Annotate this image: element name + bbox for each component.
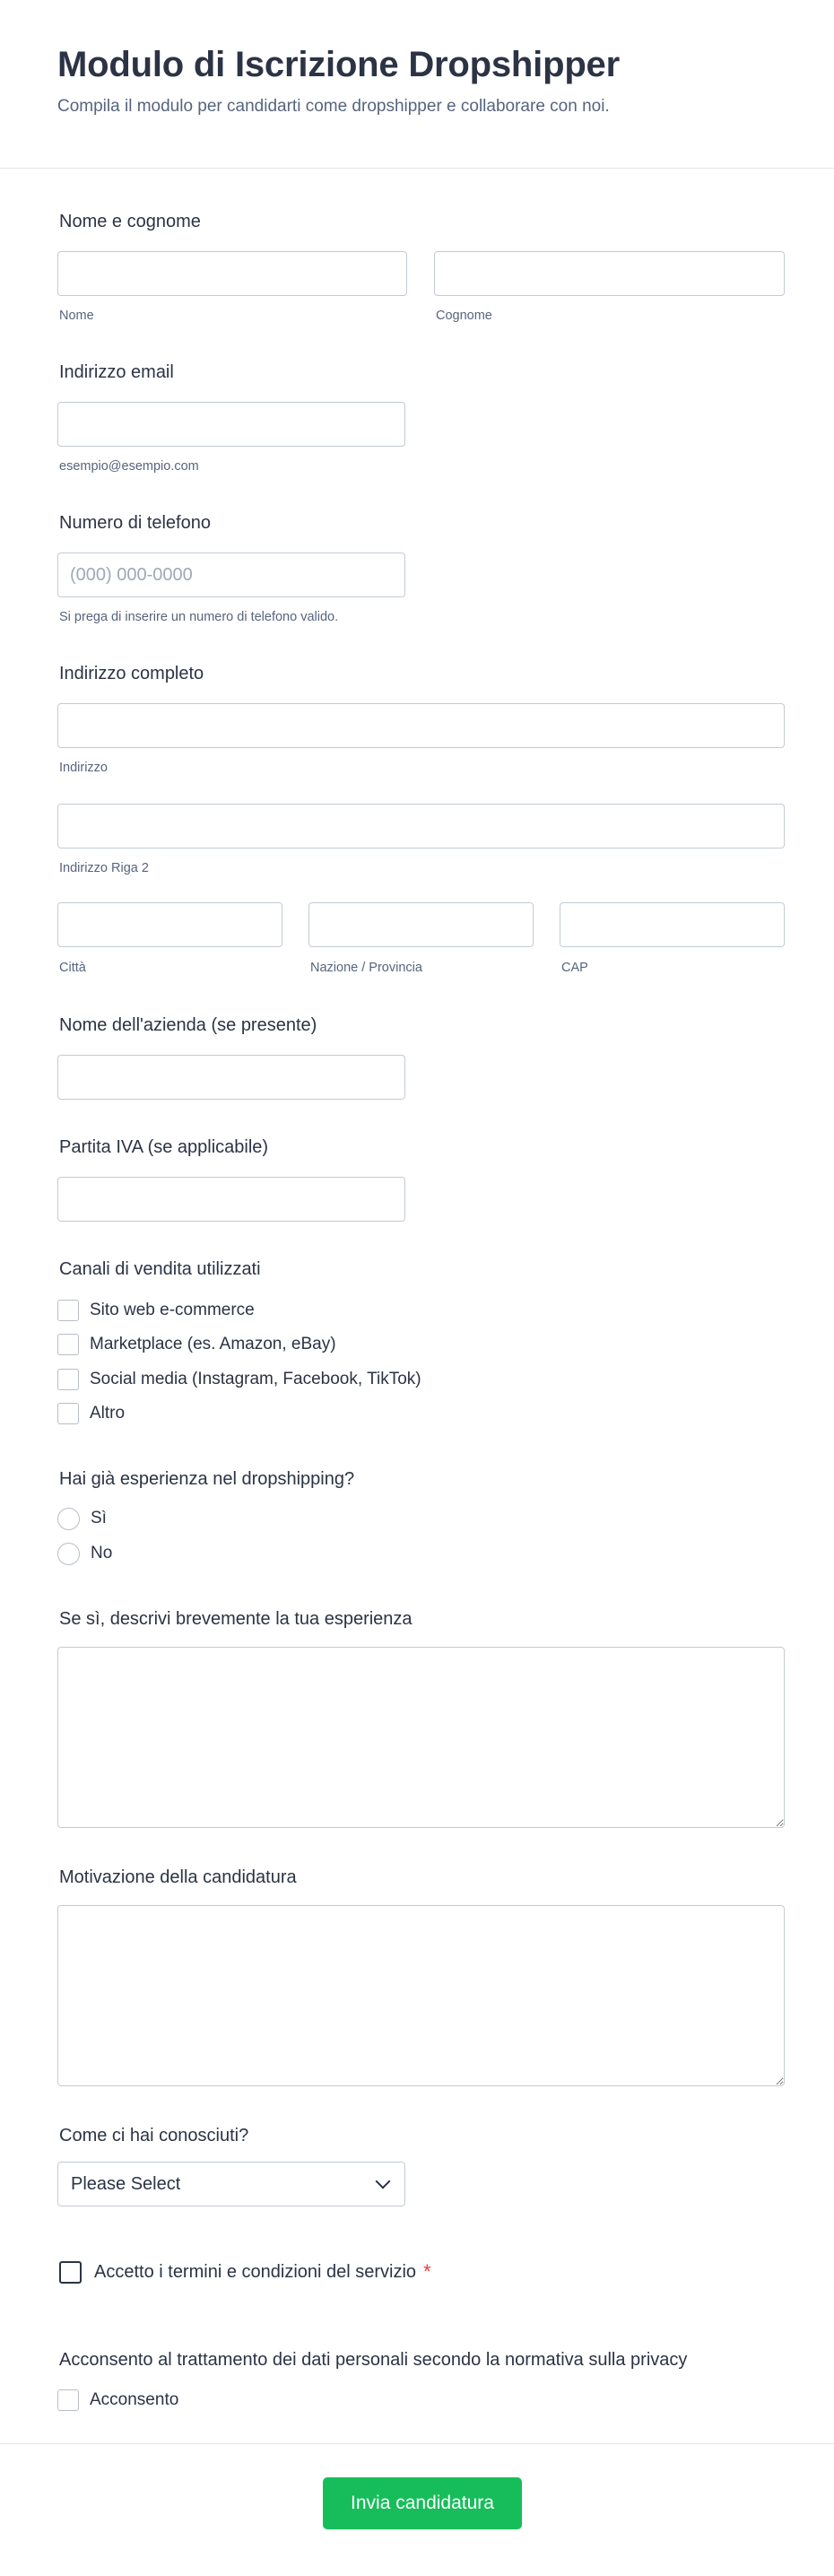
- privacy-option-label: Acconsento: [90, 2390, 179, 2409]
- terms-label: Accetto i termini e condizioni del servizio: [94, 2261, 417, 2282]
- privacy-checkbox[interactable]: [57, 2389, 79, 2411]
- experience-option-label: Sì: [91, 1509, 107, 1527]
- source-select-value: Please Select: [71, 2173, 181, 2194]
- checkbox[interactable]: [57, 1369, 79, 1390]
- checkbox[interactable]: [57, 1300, 79, 1321]
- city-sublabel: Città: [59, 961, 86, 975]
- experience-option-no[interactable]: [57, 1542, 112, 1565]
- checkbox[interactable]: [57, 1334, 79, 1355]
- motivation-textarea[interactable]: [57, 1905, 785, 2086]
- channel-option-ecommerce[interactable]: [57, 1299, 255, 1322]
- experience-option-yes[interactable]: [57, 1507, 107, 1530]
- channel-option-label: Social media (Instagram, Facebook, TikTok): [90, 1370, 421, 1388]
- email-input[interactable]: [57, 402, 405, 447]
- channel-option-other[interactable]: [57, 1402, 125, 1425]
- channels-label: Canali di vendita utilizzati: [59, 1259, 261, 1279]
- form-header: [0, 0, 834, 169]
- privacy-label: Acconsento al trattamento dei dati personali secondo la normativa sulla privacy: [59, 2350, 688, 2370]
- address-line1-input[interactable]: [57, 703, 785, 748]
- source-label: Come ci hai conosciuti?: [59, 2126, 249, 2145]
- first-name-input[interactable]: [57, 251, 407, 296]
- email-sublabel: esempio@esempio.com: [59, 459, 199, 474]
- required-mark: *: [423, 2260, 431, 2283]
- source-select[interactable]: [57, 2162, 405, 2206]
- terms-checkbox-row[interactable]: [59, 2260, 431, 2284]
- channel-option-label: Altro: [90, 1404, 126, 1423]
- name-label: Nome e cognome: [59, 212, 201, 231]
- state-input[interactable]: [308, 902, 534, 947]
- address-line1-sublabel: Indirizzo: [59, 761, 108, 775]
- privacy-option[interactable]: [57, 2389, 178, 2412]
- terms-checkbox[interactable]: [59, 2261, 82, 2284]
- vat-input[interactable]: [57, 1177, 405, 1222]
- address-line2-input[interactable]: [57, 804, 785, 849]
- first-name-sublabel: Nome: [59, 309, 94, 323]
- zip-sublabel: CAP: [561, 961, 588, 975]
- state-sublabel: Nazione / Provincia: [310, 961, 422, 975]
- chevron-down-icon: [376, 2174, 391, 2189]
- vat-label: Partita IVA (se applicabile): [59, 1137, 269, 1157]
- experience-desc-label: Se sì, descrivi brevemente la tua esperienza: [59, 1609, 413, 1629]
- phone-input[interactable]: [57, 553, 405, 597]
- experience-label: Hai già esperienza nel dropshipping?: [59, 1469, 355, 1489]
- city-input[interactable]: [57, 902, 282, 947]
- last-name-sublabel: Cognome: [436, 309, 492, 323]
- submit-button[interactable]: Invia candidatura: [323, 2477, 522, 2529]
- radio-button[interactable]: [57, 1508, 80, 1530]
- experience-desc-textarea[interactable]: [57, 1647, 785, 1828]
- channel-option-label: Sito web e-commerce: [90, 1301, 255, 1319]
- channel-option-label: Marketplace (es. Amazon, eBay): [90, 1335, 336, 1353]
- channel-option-social[interactable]: [57, 1368, 421, 1391]
- company-input[interactable]: [57, 1055, 405, 1100]
- phone-label: Numero di telefono: [59, 513, 211, 533]
- address-label: Indirizzo completo: [59, 664, 204, 683]
- phone-sublabel: Si prega di inserire un numero di telefono valido.: [59, 610, 339, 624]
- email-label: Indirizzo email: [59, 362, 174, 382]
- form-subtitle: Compila il modulo per candidarti come dropshipper e collaborare con noi.: [57, 97, 610, 116]
- zip-input[interactable]: [560, 902, 785, 947]
- last-name-input[interactable]: [434, 251, 785, 296]
- motivation-label: Motivazione della candidatura: [59, 1867, 297, 1887]
- company-label: Nome dell'azienda (se presente): [59, 1015, 317, 1035]
- address-line2-sublabel: Indirizzo Riga 2: [59, 861, 149, 875]
- form-title: Modulo di Iscrizione Dropshipper: [57, 45, 620, 84]
- radio-button[interactable]: [57, 1543, 80, 1565]
- channel-option-marketplace[interactable]: [57, 1333, 336, 1356]
- experience-option-label: No: [91, 1544, 113, 1562]
- checkbox[interactable]: [57, 1403, 79, 1424]
